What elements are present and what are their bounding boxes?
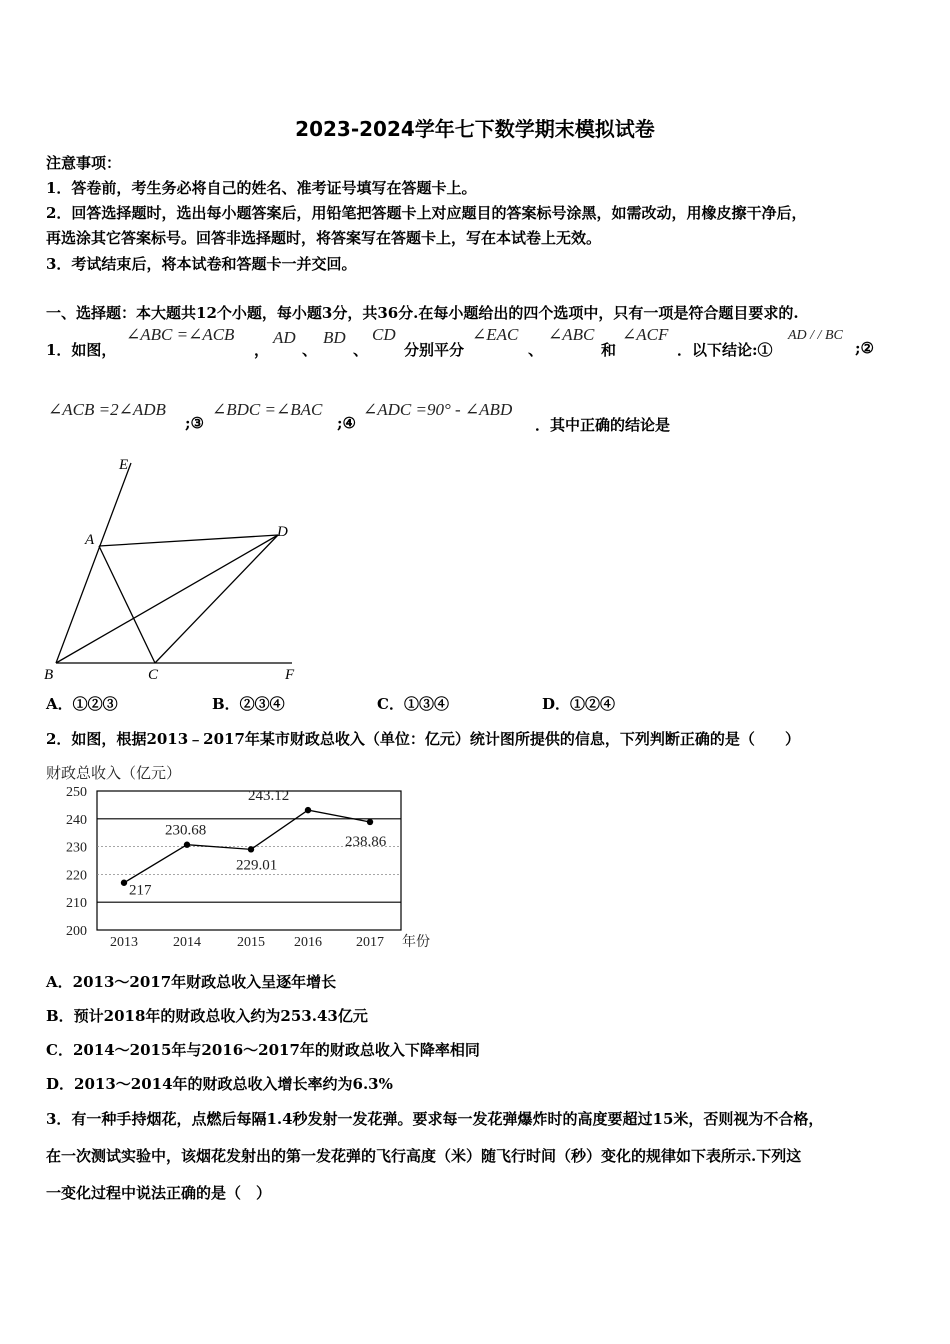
label-D: D	[277, 524, 288, 540]
chart-x-tick: 2017	[356, 935, 384, 950]
q1-text: ;③	[185, 414, 204, 432]
q1-option-a[interactable]: A．①②③	[46, 695, 118, 713]
q1-option-d[interactable]: D．①②④	[542, 695, 616, 713]
q3-line: 在一次测试实验中，该烟花发射出的第一发花弹的飞行高度（米）随飞行时间（秒）变化的规律如下表所示.下列这	[46, 1147, 802, 1165]
q2-option-a[interactable]: A．2013～2017年财政总收入呈逐年增长	[46, 973, 337, 991]
chart-x-tick: 2015	[237, 935, 265, 950]
chart-point	[184, 842, 190, 848]
q1-math: ∠BDC =∠BAC	[212, 400, 323, 419]
notice-item: 2．回答选择题时，选出每小题答案后，用铅笔把答题卡上对应题目的答案标号涂黑，如需改动，用橡皮擦干净后，	[46, 204, 807, 222]
section-heading: 一、选择题：本大题共12个小题，每小题3分，共36分.在每小题给出的四个选项中，只有一项是符合题目要求的.	[46, 304, 799, 322]
chart-x-tick: 2014	[173, 935, 201, 950]
q1-math: ∠ACB =2∠ADB	[48, 400, 166, 419]
chart-y-tick: 240	[66, 812, 87, 828]
q1-math: ∠EAC	[472, 325, 519, 344]
chart-y-tick: 210	[66, 896, 87, 912]
chart-point	[121, 880, 127, 886]
chart-title: 财政总收入（亿元）	[46, 764, 182, 782]
chart-point	[305, 807, 311, 813]
q1-text: ．以下结论:①	[677, 341, 773, 359]
q1-prefix: 1．如图，	[46, 341, 117, 359]
q1-math: CD	[372, 325, 396, 344]
chart-y-tick: 230	[66, 840, 87, 856]
q1-text: 、	[302, 341, 318, 359]
q1-math: ∠ACF	[622, 325, 669, 344]
chart-x-tick: 2016	[294, 935, 322, 950]
q3-line: 一变化过程中说法正确的是（ ）	[46, 1184, 272, 1202]
chart-y-tick: 200	[66, 924, 87, 939]
q1-text: ．其中正确的结论是	[535, 416, 671, 434]
q1-math: ∠ADC =90° - ∠ABD	[363, 400, 513, 419]
chart-data-label: 243.12	[248, 788, 290, 805]
chart-x-axis	[110, 935, 384, 950]
q1-text: ，	[254, 341, 270, 359]
q1-math: AD / / BC	[788, 328, 843, 343]
notice-item: 1．答卷前，考生务必将自己的姓名、准考证号填写在答题卡上。	[46, 179, 477, 197]
chart-x-tick: 2013	[110, 935, 138, 950]
chart-x-label: 年份	[402, 934, 430, 950]
chart-data-label: 230.68	[165, 822, 207, 839]
chart-data-label: 229.01	[236, 857, 278, 874]
chart-y-tick: 220	[66, 868, 87, 884]
q3-line: 3．有一种手持烟花，点燃后每隔1.4秒发射一发花弹。要求每一发花弹爆炸时的高度要超过15米，否则视为不合格，	[46, 1110, 824, 1128]
q2-stem: 2．如图，根据2013﹣2017年某市财政总收入（单位：亿元）统计图所提供的信息，下列判断正确的是（ ）	[46, 730, 800, 748]
q1-text: 和	[601, 341, 617, 359]
label-E: E	[119, 457, 129, 473]
q2-option-b[interactable]: B．预计2018年的财政总收入约为253.43亿元	[46, 1007, 368, 1025]
notice-item: 3．考试结束后，将本试卷和答题卡一并交回。	[46, 255, 357, 273]
q1-text: 分别平分	[404, 341, 465, 359]
label-C: C	[148, 667, 159, 683]
chart-point	[367, 819, 373, 825]
notice-item: 再选涂其它答案标号。回答非选择题时，将答案写在答题卡上，写在本试卷上无效。	[46, 229, 602, 247]
chart-data-label: 238.86	[345, 833, 387, 850]
page-title: 2023-2024学年七下数学期末模拟试卷	[295, 117, 655, 141]
q1-math: BD	[323, 328, 346, 347]
chart-point	[248, 846, 254, 852]
label-A: A	[85, 532, 95, 548]
q2-option-c[interactable]: C．2014～2015年与2016～2017年的财政总收入下降率相同	[46, 1041, 480, 1059]
q1-option-b[interactable]: B．②③④	[212, 695, 285, 713]
q1-option-c[interactable]: C．①③④	[377, 695, 449, 713]
chart-y-tick: 250	[66, 785, 87, 800]
q1-math: ∠ABC	[548, 325, 595, 344]
q1-text: 、	[528, 341, 544, 359]
q1-text: ;②	[855, 339, 874, 357]
chart-y-axis	[66, 785, 87, 939]
q1-text: 、	[353, 341, 369, 359]
q1-math: AD	[273, 328, 296, 347]
revenue-chart	[40, 758, 460, 958]
label-B: B	[44, 667, 54, 683]
q1-text: ;④	[337, 414, 356, 432]
chart-data-labels	[129, 788, 387, 899]
q2-option-d[interactable]: D．2013～2014年的财政总收入增长率约为6.3%	[46, 1075, 393, 1093]
notice-heading: 注意事项：	[46, 154, 122, 172]
label-F: F	[285, 667, 295, 683]
geometry-figure	[40, 455, 310, 685]
chart-data-label: 217	[129, 882, 152, 899]
q1-math: ∠ABC =∠ACB	[126, 325, 235, 344]
